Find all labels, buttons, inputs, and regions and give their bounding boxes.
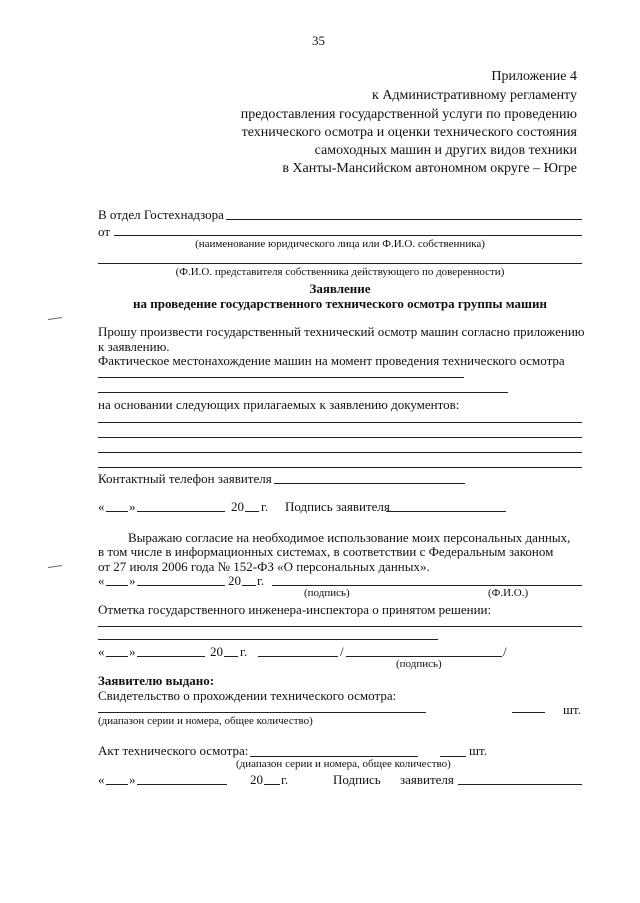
certificate-range-caption: (диапазон серии и номера, общее количество)	[98, 715, 313, 727]
act-label: Акт технического осмотра:	[98, 743, 249, 758]
appendix-line-1: Приложение 4	[491, 69, 577, 84]
issued-day-field[interactable]	[106, 784, 128, 785]
phone-label: Контактный телефон заявителя	[98, 471, 272, 486]
date1-year-prefix: 20	[231, 499, 244, 514]
documents-label: на основании следующих прилагаемых к заявлению документов:	[98, 397, 460, 412]
appendix-line-2: к Административному регламенту	[372, 88, 577, 103]
consent-signature-field[interactable]	[272, 585, 582, 586]
issued-heading: Заявителю выдано:	[98, 673, 215, 688]
issued-sign-word: Подпись	[333, 772, 381, 787]
inspector-mark-label: Отметка государственного инженера-инспектора о принятом решении:	[98, 602, 492, 617]
document-title: Заявление	[309, 281, 371, 296]
location-label: Фактическое местонахождение машин на момент проведения технического осмотра	[98, 353, 565, 368]
inspector-year-prefix: 20	[210, 644, 223, 659]
act-pcs-label: шт.	[469, 743, 487, 758]
inspector-signature-field[interactable]	[258, 656, 338, 657]
inspector-year-suffix: г.	[240, 644, 248, 659]
consent-open-quote: «	[98, 573, 105, 588]
certificate-pcs-label: шт.	[563, 702, 581, 717]
issued-month-field[interactable]	[137, 784, 227, 785]
request-line-1: Прошу произвести государственный технический осмотр машин согласно приложению	[98, 324, 585, 339]
inspector-year-field[interactable]	[224, 656, 238, 657]
certificate-range-field[interactable]	[98, 712, 426, 713]
consent-day-field[interactable]	[106, 585, 128, 586]
issued-open-quote: «	[98, 772, 105, 787]
act-range-field[interactable]	[250, 756, 418, 757]
inspector-signature-caption: (подпись)	[396, 658, 442, 670]
location-field-2[interactable]	[98, 392, 508, 393]
issued-year-prefix: 20	[250, 772, 263, 787]
to-department-label: В отдел Гостехнадзора	[98, 207, 224, 222]
representative-caption: (Ф.И.О. представителя собственника действующего по доверенности)	[175, 266, 505, 278]
act-count-field[interactable]	[440, 756, 466, 757]
documents-field-4[interactable]	[98, 467, 582, 468]
owner-caption: (наименование юридического лица или Ф.И.О. собственника)	[195, 238, 485, 250]
certificate-label: Свидетельство о прохождении технического осмотра:	[98, 688, 397, 703]
from-label: от	[98, 224, 111, 239]
inspector-day-field[interactable]	[106, 656, 128, 657]
owner-field[interactable]	[114, 235, 582, 236]
inspector-slash-2: /	[503, 644, 507, 659]
request-line-2: к заявлению.	[98, 339, 170, 354]
date1-year-field[interactable]	[245, 511, 259, 512]
issued-applicant-signature-field[interactable]	[458, 784, 582, 785]
consent-month-field[interactable]	[137, 585, 225, 586]
appendix-line-5: самоходных машин и других видов техники	[314, 143, 577, 158]
date1-open-quote: «	[98, 499, 105, 514]
consent-fio-caption: (Ф.И.О.)	[488, 587, 529, 599]
margin-mark	[48, 565, 62, 568]
applicant-signature-field[interactable]	[386, 511, 506, 512]
location-field-1[interactable]	[98, 377, 464, 378]
issued-year-suffix: г.	[281, 772, 289, 787]
date1-day-field[interactable]	[106, 511, 128, 512]
margin-mark	[48, 317, 62, 320]
consent-year-field[interactable]	[242, 585, 256, 586]
documents-field-3[interactable]	[98, 452, 582, 453]
inspector-decision-field-1[interactable]	[98, 626, 582, 627]
consent-line-3: от 27 июля 2006 года № 152-ФЗ «О персональных данных».	[98, 559, 430, 574]
issued-close-quote: »	[129, 772, 136, 787]
consent-close-quote: »	[129, 573, 136, 588]
applicant-signature-label: Подпись заявителя	[285, 499, 390, 514]
inspector-close-quote: »	[129, 644, 136, 659]
inspector-month-field[interactable]	[137, 656, 205, 657]
documents-field-2[interactable]	[98, 437, 582, 438]
issued-applicant-word: заявителя	[400, 772, 454, 787]
appendix-line-4: технического осмотра и оценки технического состояния	[241, 125, 577, 140]
representative-field[interactable]	[98, 263, 582, 264]
inspector-slash-1: /	[340, 644, 344, 659]
consent-year-prefix: 20	[228, 573, 241, 588]
issued-year-field[interactable]	[264, 784, 280, 785]
date1-month-field[interactable]	[137, 511, 225, 512]
date1-close-quote: »	[129, 499, 136, 514]
documents-field-1[interactable]	[98, 422, 582, 423]
act-range-caption: (диапазон серии и номера, общее количество)	[236, 758, 451, 770]
consent-line-1: Выражаю согласие на необходимое использование моих персональных данных,	[128, 530, 571, 545]
inspector-name-field[interactable]	[346, 656, 502, 657]
consent-line-2: в том числе в информационных системах, в соответствии с Федеральным законом	[98, 544, 554, 559]
department-field[interactable]	[226, 219, 582, 220]
inspector-open-quote: «	[98, 644, 105, 659]
document-subtitle: на проведение государственного технического осмотра группы машин	[133, 296, 547, 311]
consent-signature-caption: (подпись)	[304, 587, 350, 599]
appendix-line-6: в Ханты-Мансийском автономном округе – Югре	[282, 161, 577, 176]
page-number: 35	[312, 33, 325, 48]
appendix-line-3: предоставления государственной услуги по проведению	[240, 107, 577, 122]
inspector-decision-field-2[interactable]	[98, 639, 438, 640]
date1-year-suffix: г.	[261, 499, 269, 514]
certificate-count-field[interactable]	[512, 712, 545, 713]
consent-year-suffix: г.	[257, 573, 265, 588]
phone-field[interactable]	[274, 483, 465, 484]
